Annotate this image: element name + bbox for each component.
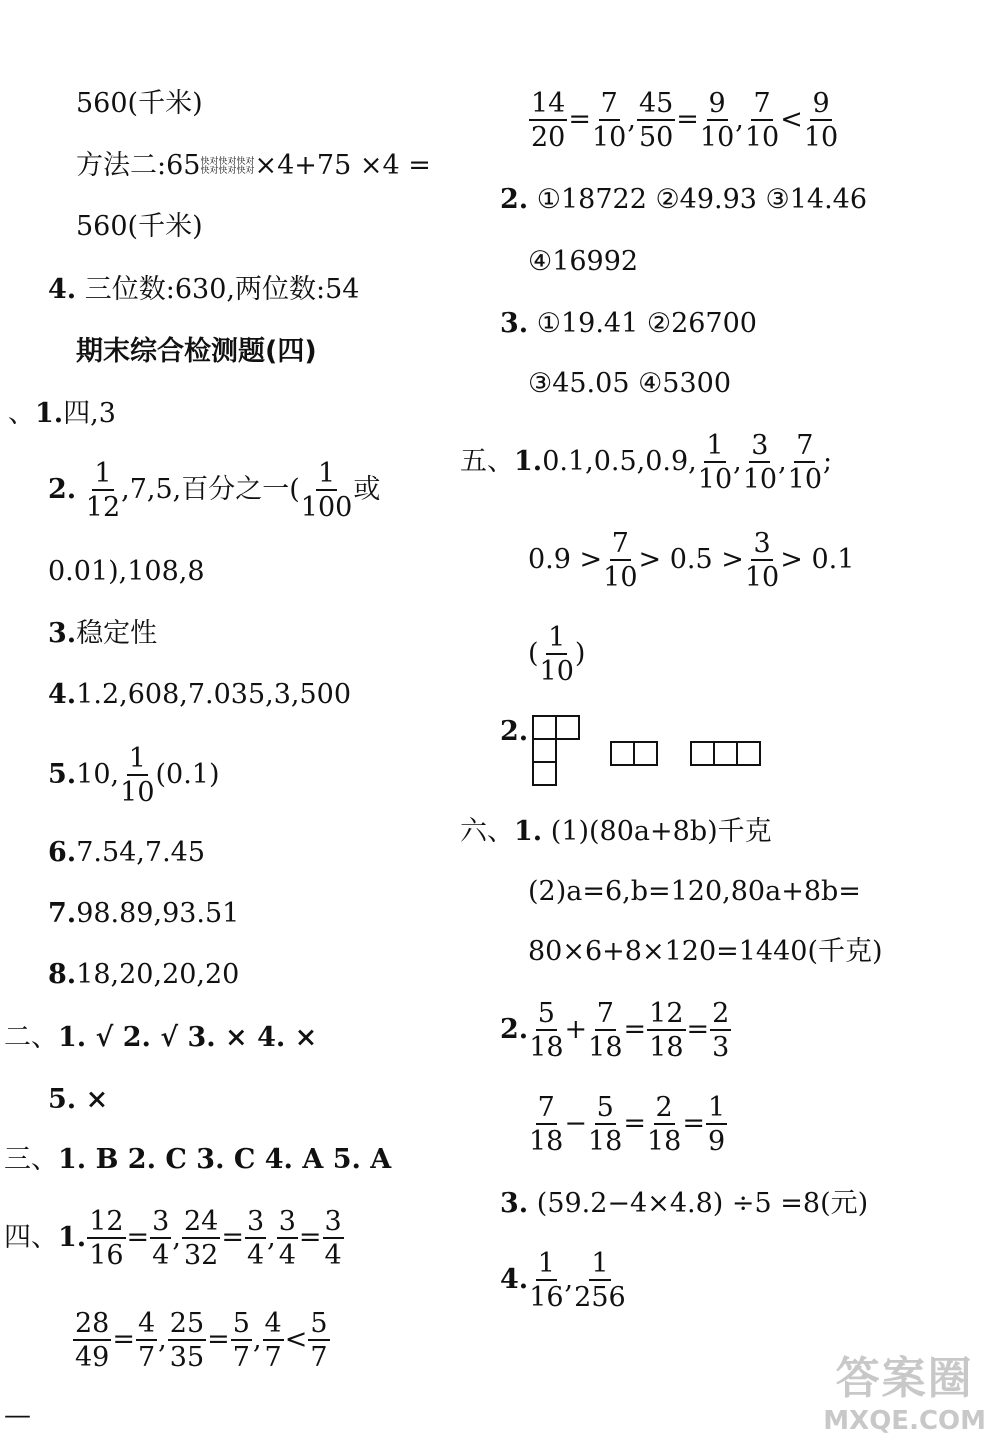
operator: = xyxy=(126,1222,150,1253)
operator: = xyxy=(682,1108,705,1139)
line-method-two: 方法二:65快对快对快对 快对快对快对×4+75 ×4 = xyxy=(76,150,431,181)
operator: = xyxy=(298,1222,322,1253)
operator: = xyxy=(568,104,591,135)
operator: = xyxy=(207,1324,230,1355)
small-watermark-text: 快对快对快对 快对快对快对 xyxy=(200,156,255,176)
right-item-2: 2. ①18722 ②49.93 ③14.46 xyxy=(500,184,868,215)
operator: = xyxy=(112,1324,135,1355)
fraction: $\frac{1}{12}$ xyxy=(85,458,121,523)
operator: , xyxy=(733,446,742,477)
fraction: $\frac{9}{10}$ xyxy=(803,88,839,153)
item-1-2-cont: 0.01),108,8 xyxy=(48,556,205,587)
section-six-item-3: 3. (59.2−4×4.8) ÷5 =8(元) xyxy=(500,1188,869,1219)
operator: ) xyxy=(574,638,586,669)
fraction: $\frac{7}{10}$ xyxy=(744,88,780,153)
fraction: $\frac{4}{7}$ xyxy=(264,1308,282,1373)
fraction: $\frac{3}{4}$ xyxy=(246,1206,265,1271)
fraction: $\frac{1}{256}$ xyxy=(574,1248,626,1313)
fraction-row xyxy=(528,1092,728,1157)
fraction: $\frac{4}{7}$ xyxy=(137,1308,156,1373)
fraction: $\frac{25}{35}$ xyxy=(169,1308,205,1373)
operator: , xyxy=(627,104,636,135)
section-three-answers: 三、1. B 2. C 3. C 4. A 5. A xyxy=(4,1144,392,1175)
operator: < xyxy=(780,104,803,135)
item-1-8: 8.18,20,20,20 xyxy=(48,959,240,990)
item-1-4: 4.1.2,608,7.035,3,500 xyxy=(48,679,351,710)
line-560-km-1: 560(千米) xyxy=(76,88,203,119)
right-item-3: 3. ①19.41 ②26700 xyxy=(500,308,757,339)
section-six-item-2-b xyxy=(528,1094,728,1155)
operator: , xyxy=(735,104,744,135)
operator: 0.9 > xyxy=(528,544,603,575)
section-four-line-1: 四、1. $\frac{12}{16}$ = $\frac{3}{4}$ , $\frac{24}{32}$ = $\frac{3}{4}$ , $\frac{3}{4}$ = $\frac{3}{4}$ xyxy=(4,1208,345,1269)
operator: , xyxy=(564,1264,574,1295)
fraction: $\frac{3}{4}$ xyxy=(278,1206,296,1271)
fraction: $\frac{12}{16}$ xyxy=(89,1206,124,1271)
fraction: $\frac{7}{10}$ xyxy=(787,430,823,495)
section-five-item-2: 2. xyxy=(500,716,529,747)
line-560-km-2: 560(千米) xyxy=(76,211,203,242)
operator: , xyxy=(158,1324,167,1355)
site-watermark: 答案圈 MXQE.COM xyxy=(823,1353,986,1436)
fraction: $\frac{9}{10}$ xyxy=(699,88,735,153)
fraction: $\frac{3}{10}$ xyxy=(742,430,778,495)
section-title: 期末综合检测题(四) xyxy=(76,336,317,367)
fraction: $\frac{28}{49}$ xyxy=(75,1308,110,1373)
answer-4-digits: 4. 三位数:630,两位数:54 xyxy=(48,274,360,305)
section-six-line-1: 六、1. (1)(80a+8b)千克 xyxy=(460,816,772,847)
operator: < xyxy=(284,1324,308,1355)
item-1-2: 2. $\frac{1}{12}$ ,7,5,百分之一( $\frac{1}{100}$ 或 xyxy=(48,458,381,523)
operator: , xyxy=(778,446,787,477)
item-1-1: 、1.四,3 xyxy=(8,398,116,429)
fraction-row xyxy=(528,88,839,153)
section-six-item-2: 2. $\frac{5}{18}$ + $\frac{7}{18}$ = $\frac{12}{18}$ = $\frac{2}{3}$ xyxy=(500,1000,732,1061)
item-1-3: 3.稳定性 xyxy=(48,618,158,649)
fraction: $\frac{7}{10}$ xyxy=(591,88,627,153)
fraction: $\frac{7}{18}$ xyxy=(529,1092,564,1157)
fraction: $\frac{5}{18}$ xyxy=(529,998,564,1063)
fraction: $\frac{24}{32}$ xyxy=(183,1206,219,1271)
operator: , xyxy=(267,1222,276,1253)
fraction: $\frac{1}{16}$ xyxy=(529,1248,564,1313)
section-six-line-2: (2)a=6,b=120,80a+8b= xyxy=(528,876,861,907)
operator: ; xyxy=(823,446,833,477)
fraction-row xyxy=(697,430,833,495)
section-five-line-1: 五、1.0.1,0.5,0.9, $\frac{1}{10}$ , $\frac{3}{10}$ , $\frac{7}{10}$ ; xyxy=(460,430,833,495)
section-two-answers: 二、1. √ 2. √ 3. × 4. × xyxy=(4,1022,318,1053)
bottom-dash: — xyxy=(4,1400,31,1431)
fraction: $\frac{1}{9}$ xyxy=(707,1092,726,1157)
section-five-line-3 xyxy=(528,624,585,685)
operator: = xyxy=(686,1014,710,1045)
fraction: $\frac{2}{3}$ xyxy=(712,998,730,1063)
fraction-row xyxy=(528,528,855,593)
operator: + xyxy=(564,1014,588,1045)
fraction: $\frac{5}{7}$ xyxy=(232,1308,250,1373)
fraction: $\frac{5}{18}$ xyxy=(587,1092,623,1157)
operator: = xyxy=(221,1222,244,1253)
item-1-6: 6.7.54,7.45 xyxy=(48,837,206,868)
fraction: $\frac{1}{100}$ xyxy=(300,458,353,523)
fraction: $\frac{1}{10}$ xyxy=(539,622,574,687)
fraction: $\frac{5}{7}$ xyxy=(310,1308,328,1373)
section-two-answer-5: 5. × xyxy=(48,1084,109,1115)
operator: , xyxy=(172,1222,181,1253)
operator: ( xyxy=(528,638,539,669)
fraction: $\frac{1}{10}$ xyxy=(120,743,155,808)
fraction: $\frac{1}{10}$ xyxy=(697,430,733,495)
operator: − xyxy=(564,1108,587,1139)
fraction-row xyxy=(72,1308,331,1373)
item-1-7: 7.98.89,93.51 xyxy=(48,898,240,929)
fraction: $\frac{2}{18}$ xyxy=(646,1092,682,1157)
operator: , xyxy=(252,1324,262,1355)
section-five-line-2 xyxy=(528,530,854,591)
operator: = xyxy=(623,1108,646,1139)
fraction: $\frac{14}{20}$ xyxy=(531,88,566,153)
right-item-3-cont: ③45.05 ④5300 xyxy=(528,368,732,399)
operator: = xyxy=(623,1014,647,1045)
item-1-5: 5.10, $\frac{1}{10}$ (0.1) xyxy=(48,743,220,808)
fraction: $\frac{7}{18}$ xyxy=(588,998,623,1063)
fraction: $\frac{3}{4}$ xyxy=(152,1206,170,1271)
section-six-item-4: 4. $\frac{1}{16}$ , $\frac{1}{256}$ xyxy=(500,1248,626,1313)
fraction: $\frac{45}{50}$ xyxy=(638,88,674,153)
section-four-line-2 xyxy=(72,1310,331,1371)
fraction: $\frac{3}{10}$ xyxy=(744,528,780,593)
right-line-1 xyxy=(528,90,839,151)
operator: > 0.1 xyxy=(780,544,855,575)
section-six-line-3: 80×6+8×120=1440(千克) xyxy=(528,936,883,967)
fraction: $\frac{12}{18}$ xyxy=(649,998,684,1063)
fraction-row xyxy=(528,622,586,687)
right-item-2-cont: ④16992 xyxy=(528,246,639,277)
operator: > 0.5 > xyxy=(638,544,744,575)
fraction: $\frac{7}{10}$ xyxy=(603,528,638,593)
operator: = xyxy=(676,104,699,135)
fraction: $\frac{3}{4}$ xyxy=(324,1206,342,1271)
